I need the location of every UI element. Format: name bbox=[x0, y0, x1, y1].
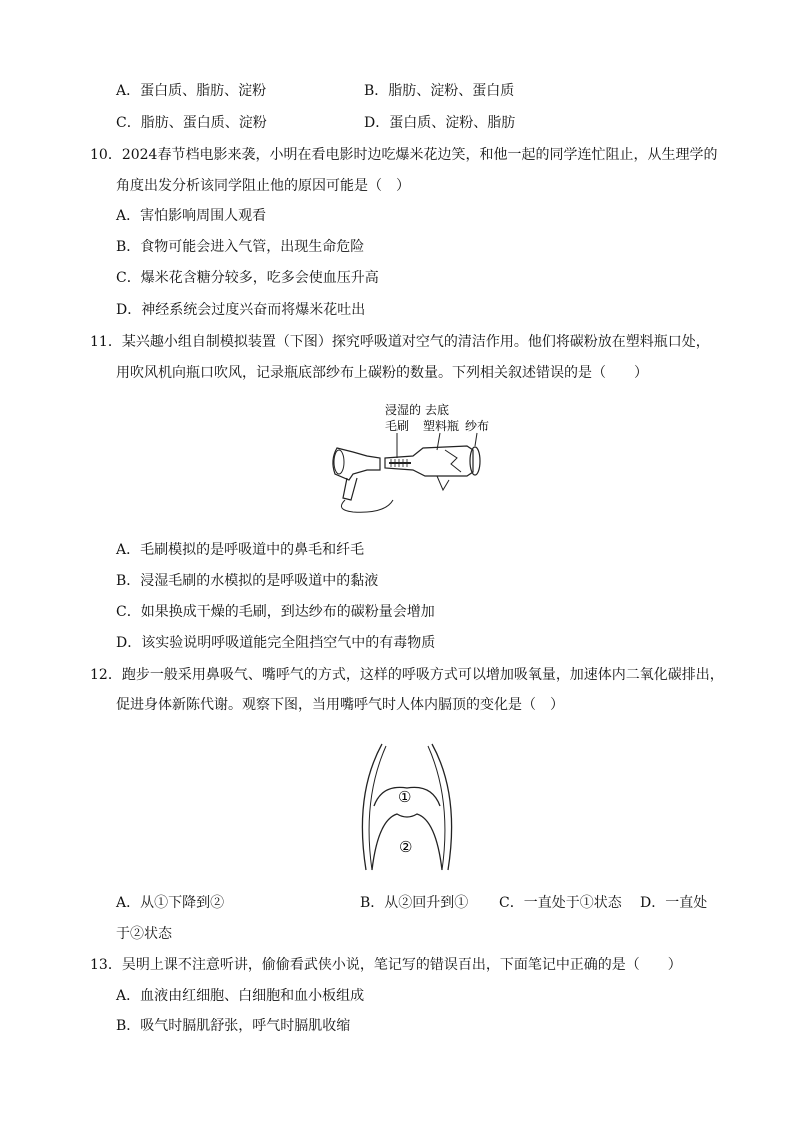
q10-option-b: B．食物可能会进入气管，出现生命危险 bbox=[116, 239, 365, 255]
q10-option-d: D．神经系统会过度兴奋而将爆米花吐出 bbox=[116, 302, 366, 318]
q9-option-d: D．蛋白质、淀粉、脂肪 bbox=[364, 115, 516, 131]
q10-stem-line2: 角度出发分析该同学阻止他的原因可能是（ ） bbox=[116, 178, 410, 194]
q10-stem-line1: 10．2024春节档电影来袭，小明在看电影时边吃爆米花边笑，和他一起的同学连忙阻止，从生理学的 bbox=[90, 147, 718, 163]
q13-stem-line1: 13．吴明上课不注意听讲，偷偷看武侠小说，笔记写的错误百出，下面笔记中正确的是（ ） bbox=[90, 957, 682, 973]
q11-option-b: B．浸湿毛刷的水模拟的是呼吸道中的黏液 bbox=[116, 573, 379, 589]
label-remove: 去底 bbox=[425, 403, 450, 417]
q9-option-b: B．脂肪、淀粉、蛋白质 bbox=[364, 83, 515, 99]
label-gauze: 纱布 bbox=[465, 419, 490, 433]
q11-option-d: D．该实验说明呼吸道能完全阻挡空气中的有毒物质 bbox=[116, 635, 436, 651]
q13-option-a: A．血液由红细胞、白细胞和血小板组成 bbox=[116, 988, 365, 1004]
q12-option-d-continued: 于②状态 bbox=[116, 926, 172, 942]
q10-option-c: C．爆米花含糖分较多，吃多会使血压升高 bbox=[116, 270, 379, 286]
label-brush: 毛刷 bbox=[385, 419, 410, 433]
label-bottle: 塑料瓶 bbox=[423, 419, 460, 433]
q12-option-a: A．从①下降到② bbox=[116, 895, 225, 911]
breathing-model-figure bbox=[325, 400, 495, 515]
label-wet: 浸湿的 bbox=[385, 403, 422, 417]
q12-stem-line2: 促进身体新陈代谢。观察下图，当用嘴呼气时人体内膈顶的变化是（ ） bbox=[116, 697, 564, 713]
label-position-two: ② bbox=[399, 838, 413, 856]
q11-stem-line1: 11．某兴趣小组自制模拟装置（下图）探究呼吸道对空气的清洁作用。他们将碳粉放在塑料瓶口处， bbox=[90, 334, 710, 350]
q10-option-a: A．害怕影响周围人观看 bbox=[116, 208, 267, 224]
q11-option-a: A．毛刷模拟的是呼吸道中的鼻毛和纤毛 bbox=[116, 542, 365, 558]
q12-option-b: B．从②回升到① bbox=[360, 895, 469, 911]
q13-option-b: B．吸气时膈肌舒张，呼气时膈肌收缩 bbox=[116, 1018, 351, 1034]
q11-stem-line2: 用吹风机向瓶口吹风，记录瓶底部纱布上碳粉的数量。下列相关叙述错误的是（ ） bbox=[116, 365, 648, 381]
q11-option-c: C．如果换成干燥的毛刷，到达纱布的碳粉量会增加 bbox=[116, 604, 435, 620]
q12-option-d: D．一直处 bbox=[640, 895, 708, 911]
label-position-one: ① bbox=[398, 788, 412, 806]
q9-option-a: A．蛋白质、脂肪、淀粉 bbox=[116, 83, 267, 99]
q12-stem-line1: 12．跑步一般采用鼻吸气、嘴呼气的方式，这样的呼吸方式可以增加吸氧量，加速体内二氧化碳排出， bbox=[90, 667, 724, 683]
q9-option-c: C．脂肪、蛋白质、淀粉 bbox=[116, 115, 267, 131]
diaphragm-figure bbox=[352, 740, 462, 875]
q12-option-c: C．一直处于①状态 bbox=[499, 895, 622, 911]
